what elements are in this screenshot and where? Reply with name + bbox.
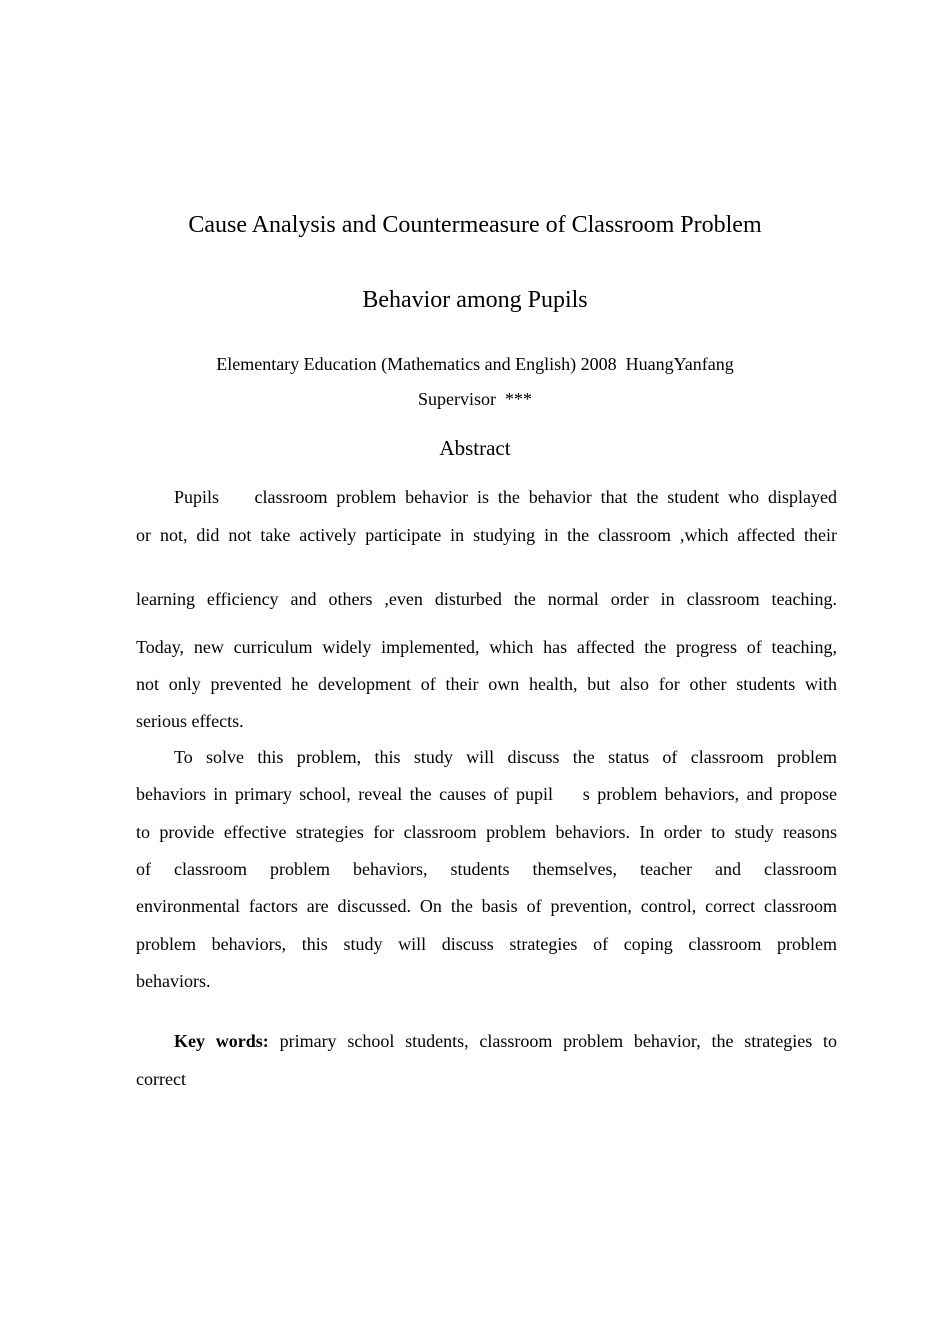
abstract-p1-line: or not, did not take actively participate in studying in the classroom ,which affected their bbox=[136, 525, 837, 545]
abstract-p1-line: Today, new curriculum widely implemented, which has affected the progress of teaching, bbox=[136, 637, 837, 657]
abstract-p2-line: To solve this problem, this study will discuss the status of classroom problem bbox=[174, 747, 837, 767]
abstract-p2-line: environmental factors are discussed. On the basis of prevention, control, correct classroom bbox=[136, 896, 837, 916]
keywords-line-2: correct bbox=[136, 1069, 186, 1089]
keywords-line bbox=[136, 1029, 837, 1053]
abstract-p2-line: to provide effective strategies for classroom problem behaviors. In order to study reasons bbox=[136, 822, 837, 842]
abstract-p2-line: behaviors in primary school, reveal the causes of pupil s problem behaviors, and propose bbox=[136, 784, 837, 804]
abstract-p1-line: Pupils classroom problem behavior is the behavior that the student who displayed bbox=[174, 487, 837, 507]
abstract-p2-line: of classroom problem behaviors, students themselves, teacher and classroom bbox=[136, 859, 837, 879]
author-line: Elementary Education (Mathematics and English) 2008 HuangYanfang bbox=[216, 354, 734, 374]
title-line-1: Cause Analysis and Countermeasure of Classroom Problem bbox=[188, 212, 762, 238]
title-line-2: Behavior among Pupils bbox=[362, 287, 588, 313]
keywords-text: primary school students, classroom problem behavior, the strategies to bbox=[279, 1031, 838, 1051]
abstract-heading: Abstract bbox=[439, 436, 511, 460]
abstract-p2-line: behaviors. bbox=[136, 971, 211, 991]
abstract-p2-line: problem behaviors, this study will discuss strategies of coping classroom problem bbox=[136, 934, 837, 954]
abstract-p1-line: serious effects. bbox=[136, 711, 244, 731]
keywords-label: Key words: bbox=[174, 1031, 269, 1051]
abstract-p1-line: not only prevented he development of their own health, but also for other students with bbox=[136, 674, 837, 694]
supervisor-line: Supervisor *** bbox=[418, 389, 532, 409]
abstract-p1-line: learning efficiency and others ,even disturbed the normal order in classroom teaching. bbox=[136, 589, 837, 609]
